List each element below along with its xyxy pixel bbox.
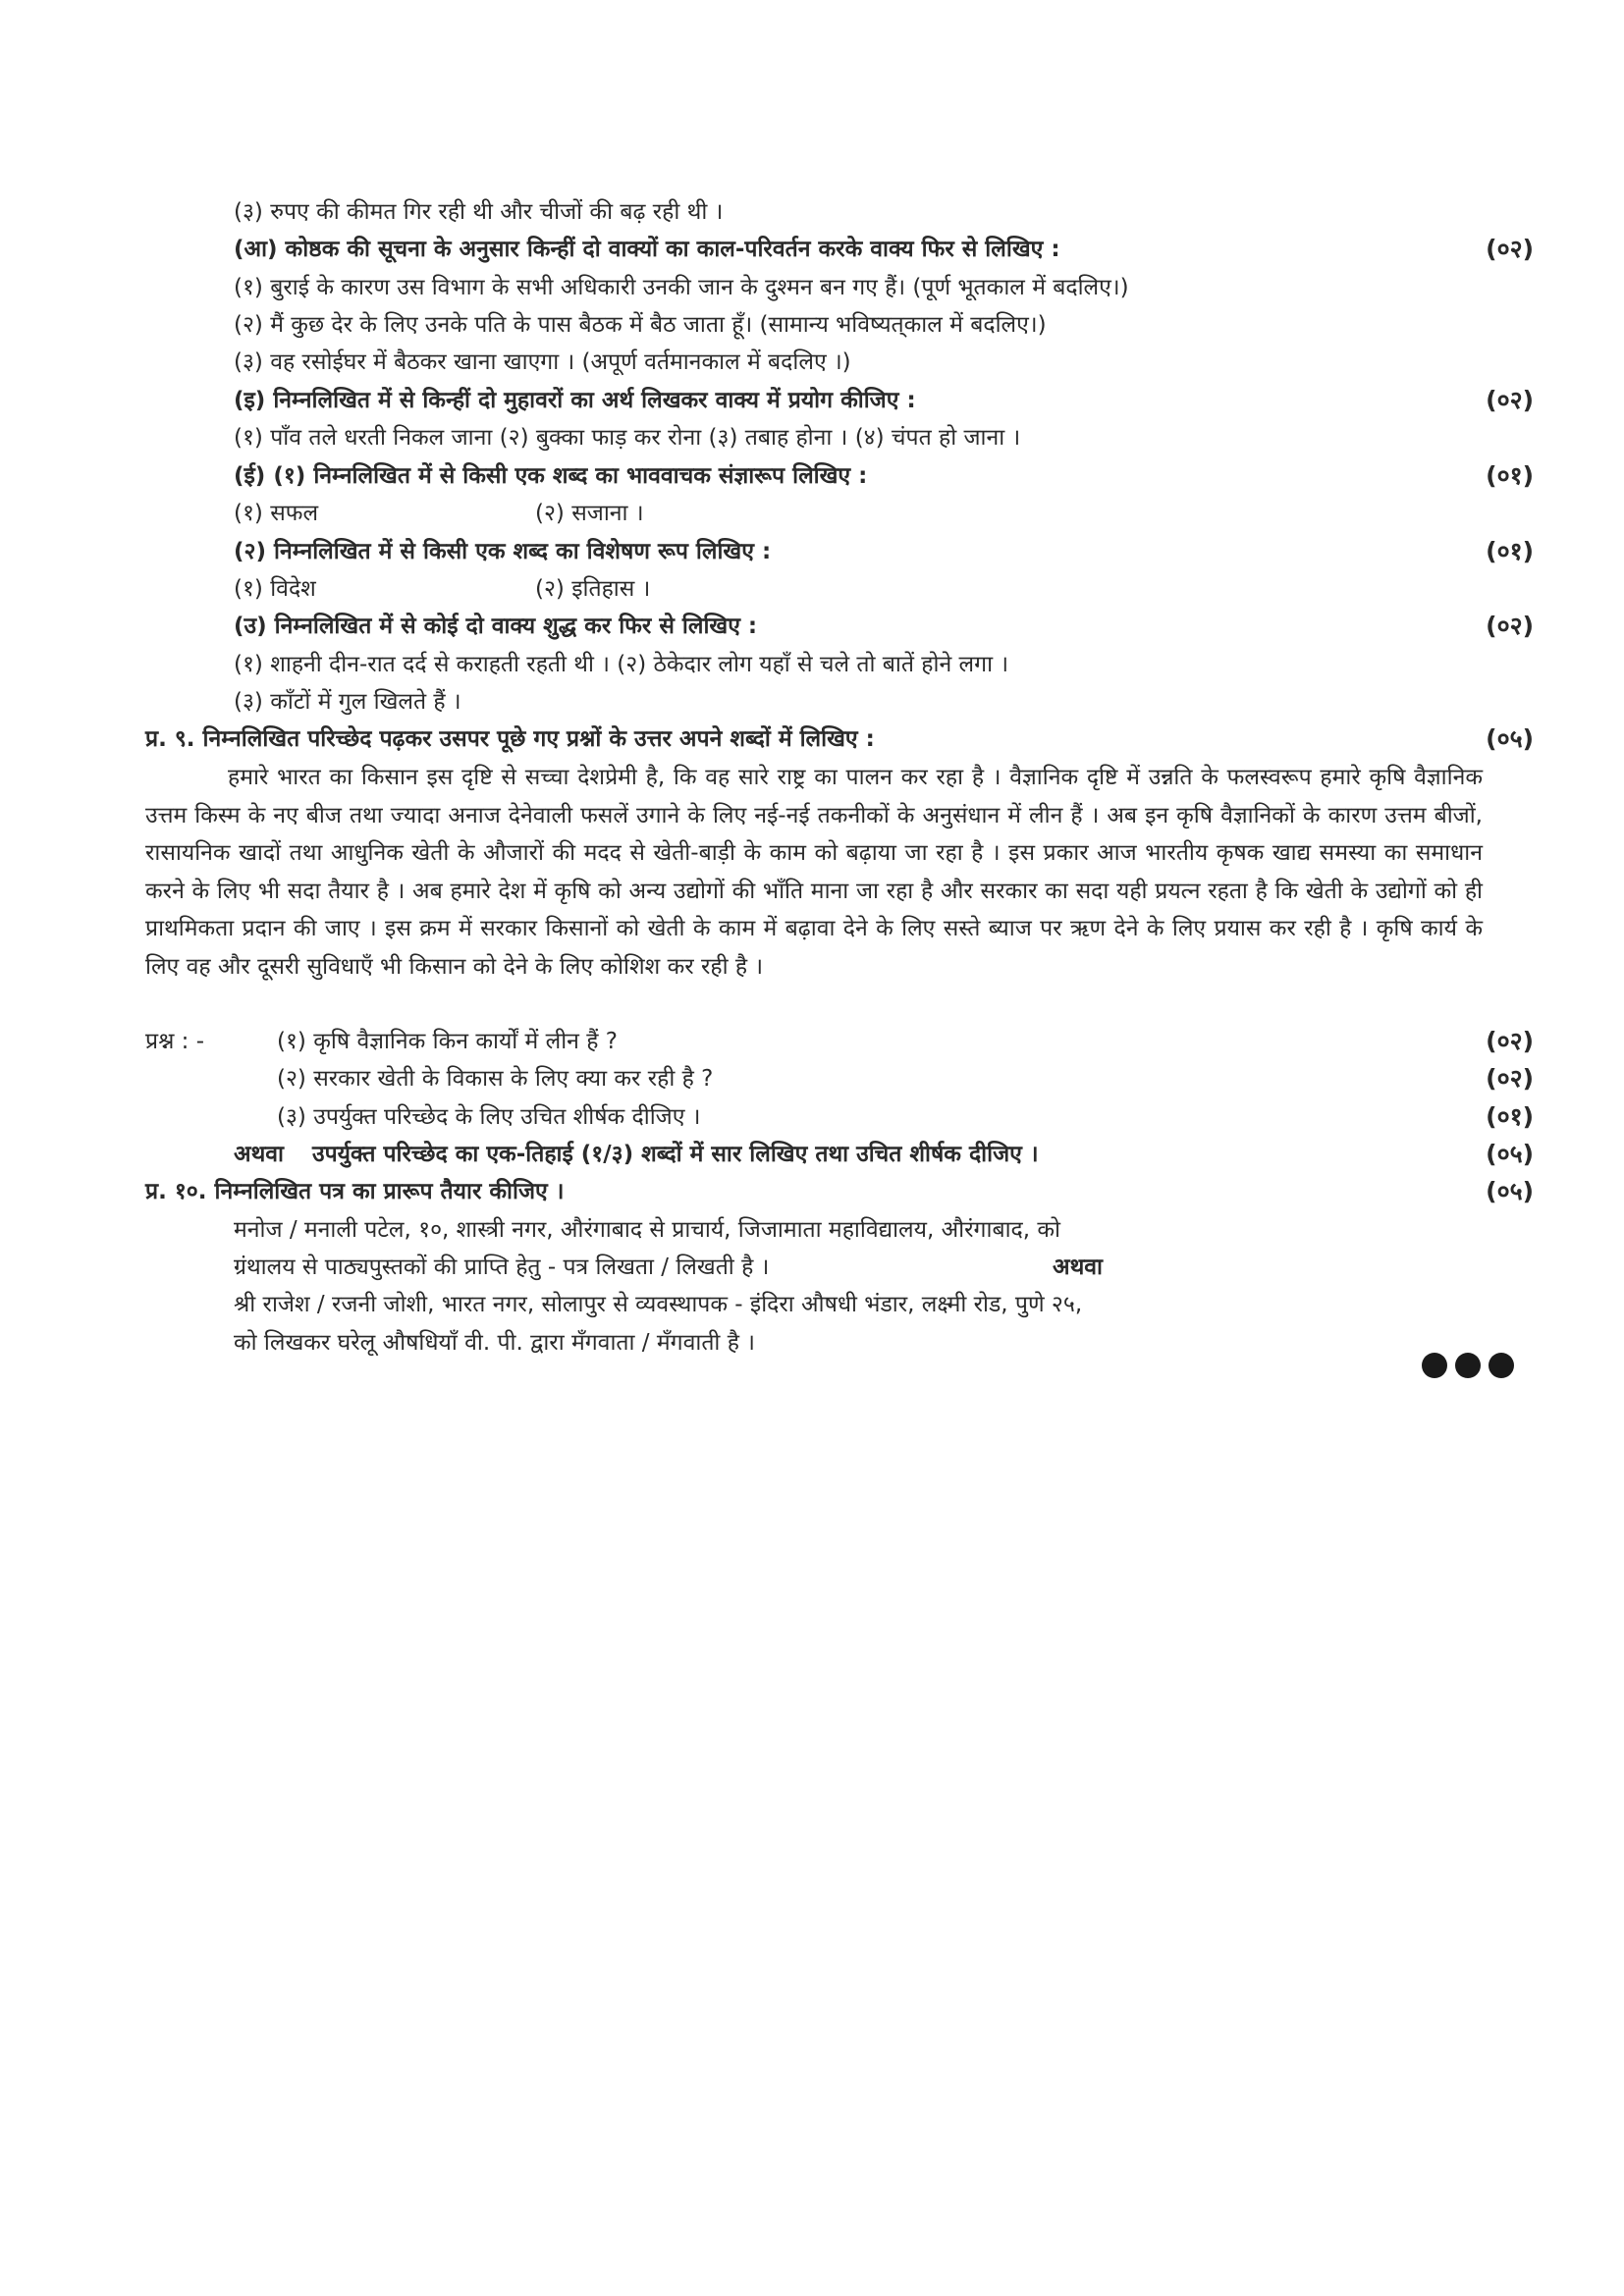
marks: (०५) [1486, 1140, 1534, 1168]
letter-prompt-text: श्री राजेश / रजनी जोशी, भारत नगर, सोलापुर से व्यवस्थापक - इंदिरा औषधी भंडार, लक्ष्मी रोड, पुणे २५, [234, 1292, 1083, 1317]
marks: (०१) [1486, 1102, 1534, 1131]
letter-prompt-text: को लिखकर घरेलू औषधियाँ वी. पी. द्वारा मँगवाता / मँगवाती है । [234, 1330, 755, 1356]
heading-text: (ई) (१) निम्नलिखित में से किसी एक शब्द का भाववाचक संज्ञारूप लिखिए : [234, 463, 868, 489]
line-item [0, 419, 1624, 456]
line-item [0, 1324, 1624, 1362]
line-item [0, 1286, 1624, 1323]
letter-prompt-text: ग्रंथालय से पाठ्यपुस्तकों की प्राप्ति हेतु - पत्र लिखता / लिखती है । [234, 1255, 770, 1280]
marks: (०२) [1486, 386, 1534, 414]
sentence-text: (१) बुराई के कारण उस विभाग के सभी अधिकारी उनकी जान के दुश्मन बन गए हैं। (पूर्ण भूतकाल में बदलिए।) [234, 275, 1129, 300]
option-text: (१) विदेश [234, 576, 316, 602]
marks: (०५) [1486, 1177, 1534, 1205]
marks: (०२) [1486, 612, 1534, 640]
idioms-text: (१) पाँव तले धरती निकल जाना (२) बुक्का फाड़ कर रोना (३) तबाह होना । (४) चंपत हो जाना । [234, 425, 1021, 451]
marks: (०२) [1486, 235, 1534, 263]
heading-text: (आ) कोष्ठक की सूचना के अनुसार किन्हीं दो वाक्यों का काल-परिवर्तन करके वाक्य फिर से लिखिए : [234, 237, 1060, 262]
heading-text: (इ) निम्नलिखित में से किन्हीं दो मुहावरों का अर्थ लिखकर वाक्य में प्रयोग कीजिए : [234, 388, 916, 413]
end-of-paper-dots [1422, 1353, 1514, 1378]
heading-text: (उ) निम्नलिखित में से कोई दो वाक्य शुद्ध कर फिर से लिखिए : [234, 614, 758, 639]
question-heading [0, 231, 1624, 268]
sub-question [0, 1023, 1624, 1060]
line-item [0, 1211, 1624, 1249]
sub-question [0, 1060, 1624, 1097]
marks: (०१) [1486, 461, 1534, 490]
question-heading [0, 382, 1624, 419]
question-heading [0, 721, 1624, 758]
line-item [0, 683, 1624, 721]
question-text: (२) सरकार खेती के विकास के लिए क्या कर रही है ? [277, 1066, 714, 1092]
option-text: (१) सफल [234, 501, 319, 526]
line-item [0, 495, 1624, 532]
sentence-text: (१) शाहनी दीन-रात दर्द से कराहती रहती थी । (२) ठेकेदार लोग यहाँ से चले तो बातें होने लगा । [234, 652, 1009, 677]
letter-prompt-text: मनोज / मनाली पटेल, १०, शास्त्री नगर, औरंगाबाद से प्राचार्य, जिजामाता महाविद्यालय, औरंगाबाद, को [234, 1217, 1060, 1243]
or-label: अथवा [234, 1142, 285, 1167]
question-text: (१) कृषि वैज्ञानिक किन कार्यों में लीन हैं ? [277, 1029, 618, 1054]
marks: (०२) [1486, 1064, 1534, 1093]
marks: (०१) [1486, 537, 1534, 565]
sentence-text: (२) मैं कुछ देर के लिए उनके पति के पास बैठक में बैठ जाता हूँ। (सामान्य भविष्यत्‌काल में बदलिए।) [234, 312, 1047, 338]
question-text: उपर्युक्त परिच्छेद का एक-तिहाई (१/३) शब्दों में सार लिखिए तथा उचित शीर्षक दीजिए । [312, 1142, 1039, 1167]
line-item [0, 646, 1624, 683]
heading-text: (२) निम्नलिखित में से किसी एक शब्द का विशेषण रूप लिखिए : [234, 539, 772, 564]
line-item [0, 570, 1624, 608]
passage-paragraph: हमारे भारत का किसान इस दृष्टि से सच्चा देशप्रेमी है, कि वह सारे राष्ट्र का पालन कर रहा है । वैज्ञानिक दृष्टि में उन्नति के फलस्वरूप हमारे कृषि वैज्ञानिक उत्तम किस्म के नए बीज तथा ज्यादा अनाज देनेवाली फसलें उगाने के लिए नई-नई तकनीकों के अनुसंधान में लीन हैं । अब इन कृषि वैज्ञानिकों के कारण उत्तम बीजों, रासायनिक खादों तथा आधुनिक खेती के औजारों की मदद से खेती-बाड़ी के काम को बढ़ाया जा रहा है । इस प्रकार आज भारतीय कृषक खाद्य समस्या का समाधान करने के लिए भी सदा तैयार है । अब हमारे देश में कृषि को अन्य उद्योगों की भाँति माना जा रहा है और सरकार का सदा यही प्रयत्न रहता है कि खेती के उद्योगों को ही प्राथमिकता प्रदान की जाए । इस क्रम में सरकार किसानों को खेती के काम में बढ़ावा देने के लिए सस्ते ब्याज पर ऋण देने के लिए प्रयास कर रही है । कृषि कार्य के लिए वह और दूसरी सुविधाएँ भी किसान को देने के लिए कोशिश कर रही है । [145, 765, 1483, 980]
option-text: (२) सजाना । [535, 501, 644, 526]
question-9-text: प्र. ९. निम्नलिखित परिच्छेद पढ़कर उसपर पूछे गए प्रश्नों के उत्तर अपने शब्दों में लिखिए : [145, 726, 875, 752]
line-item [0, 1249, 1624, 1286]
or-label: अथवा [1053, 1255, 1104, 1280]
line-item [0, 193, 1624, 231]
dot-icon [1422, 1353, 1447, 1378]
question-heading [0, 1173, 1624, 1210]
option-text: (२) इतिहास । [535, 576, 651, 602]
question-heading [0, 457, 1624, 495]
question-10-text: प्र. १०. निम्नलिखित पत्र का प्रारूप तैयार कीजिए । [145, 1179, 565, 1204]
dot-icon [1489, 1353, 1514, 1378]
marks: (०२) [1486, 1027, 1534, 1055]
alternative-question [0, 1136, 1624, 1173]
sub-question [0, 1098, 1624, 1136]
question-label: प्रश्न : - [145, 1029, 205, 1054]
marks: (०५) [1486, 724, 1534, 753]
sentence-text: (३) रुपए की कीमत गिर रही थी और चीजों की बढ़ रही थी । [234, 199, 724, 225]
line-item [0, 269, 1624, 306]
dot-icon [1455, 1353, 1481, 1378]
sentence-text: (३) काँटों में गुल खिलते हैं । [234, 689, 461, 715]
question-text: (३) उपर्युक्त परिच्छेद के लिए उचित शीर्षक दीजिए । [277, 1104, 701, 1130]
line-item [0, 306, 1624, 344]
question-heading [0, 608, 1624, 645]
question-heading [0, 533, 1624, 570]
sentence-text: (३) वह रसोईघर में बैठकर खाना खाएगा । (अपूर्ण वर्तमानकाल में बदलिए ।) [234, 349, 851, 375]
line-item [0, 344, 1624, 381]
